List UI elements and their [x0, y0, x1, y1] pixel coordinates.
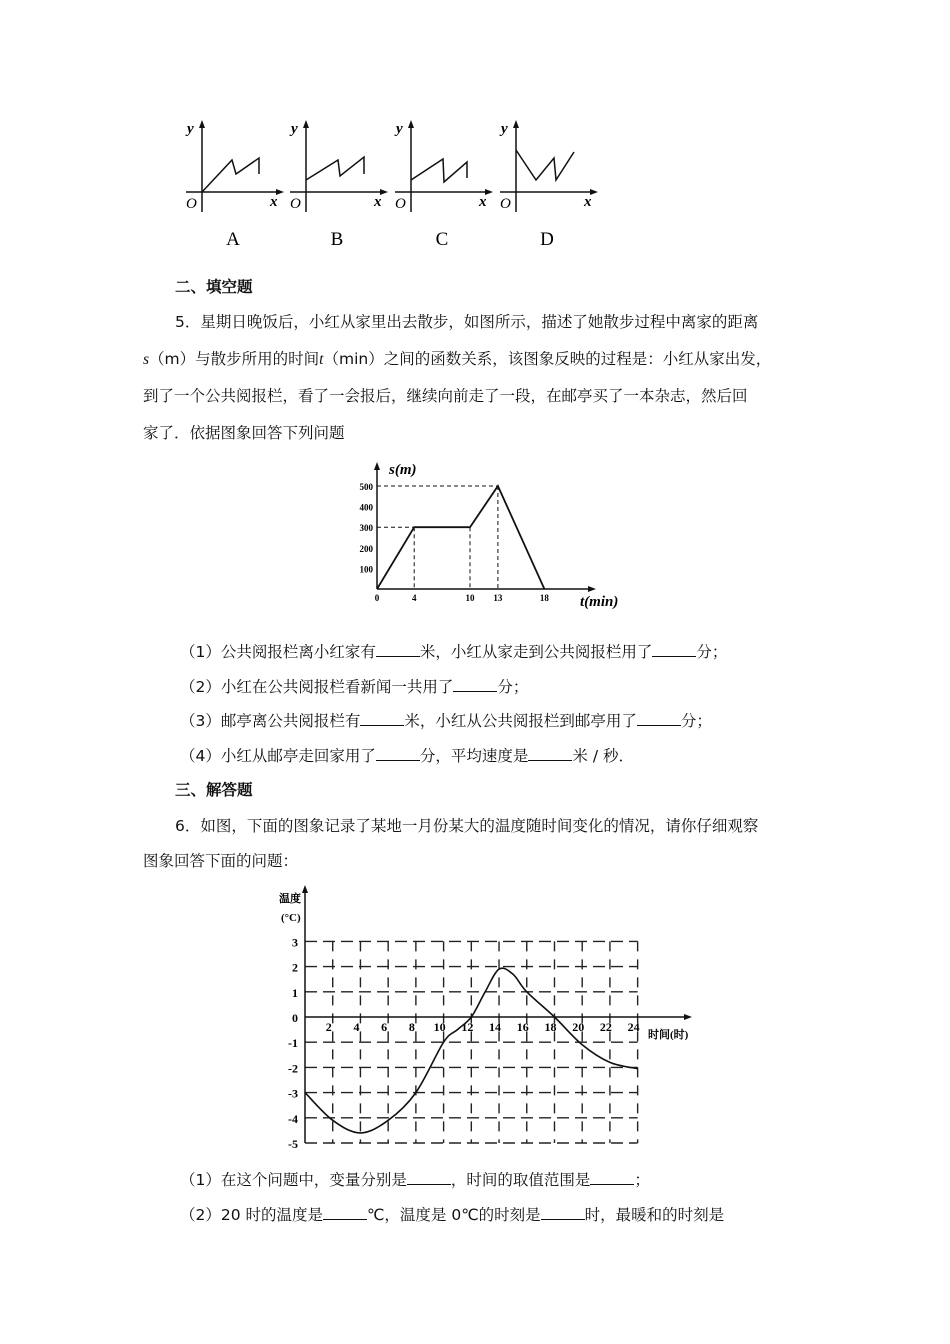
- y-tick-label: 100: [359, 564, 373, 575]
- x-axis-label: x: [584, 194, 592, 210]
- origin-label: O: [500, 196, 511, 212]
- answer-blank[interactable]: [541, 1205, 585, 1220]
- answer-blank[interactable]: [590, 1170, 634, 1185]
- text: （m）与散步所用的时间: [149, 350, 320, 368]
- arrow-icon: [684, 1014, 692, 1020]
- x-axis-label: x: [374, 194, 382, 210]
- y-tick-label: 1: [292, 985, 298, 1000]
- text: （1）在这个问题中，变量分别是: [180, 1171, 407, 1189]
- y-tick-label: -3: [288, 1086, 298, 1101]
- text: （3）邮亭离公共阅报栏有: [180, 712, 361, 730]
- text: 时，最暖和的时刻是: [584, 1206, 725, 1224]
- origin-label: O: [290, 196, 301, 212]
- text: 米，小红从家走到公共阅报栏用了: [419, 643, 653, 661]
- y-tick-label: -4: [288, 1111, 298, 1126]
- option-label-D: D: [540, 229, 554, 250]
- text: （1）公共阅报栏离小红家有: [180, 643, 376, 661]
- y-tick-label: -5: [288, 1137, 298, 1151]
- y-tick-label: 400: [359, 502, 373, 513]
- var-t: t: [319, 351, 324, 368]
- y-axis-label: y: [187, 121, 194, 137]
- answer-blank[interactable]: [323, 1205, 367, 1220]
- q6-sub1: [180, 1170, 650, 1190]
- q5-text-line3: 到了一个公共阅报栏，看了一会报后，继续向前走了一段，在邮亭买了一本杂志，然后回: [143, 387, 748, 405]
- y-tick-label: 300: [359, 523, 373, 534]
- text: （2）小红在公共阅报栏看新闻一共用了: [180, 678, 454, 696]
- x-tick-label: 6: [381, 1020, 388, 1034]
- origin-label: O: [395, 196, 406, 212]
- section-fill-blank-title: 二、填空题: [175, 278, 253, 296]
- arrow-icon: [302, 885, 308, 893]
- text: ℃，温度是 0℃的时刻是: [367, 1206, 541, 1224]
- x-tick-label: 10: [465, 593, 475, 603]
- y-tick-label: 3: [292, 935, 298, 950]
- x-axis-label: x: [479, 194, 487, 210]
- y-axis-label: y: [396, 121, 403, 137]
- x-tick-label: 2: [325, 1020, 332, 1034]
- y-axis-unit: (°C): [281, 912, 301, 924]
- y-axis-label: y: [291, 121, 298, 137]
- x-tick-label: 14: [489, 1020, 502, 1034]
- x-axis-label: t(min): [580, 594, 619, 610]
- text: 米，小红从公共阅报栏到邮亭用了: [404, 712, 637, 730]
- text: （min）之间的函数关系，该图象反映的过程是：小红从家出发，: [323, 350, 772, 368]
- text: 分；: [696, 643, 728, 661]
- q6-sub2: [180, 1205, 724, 1225]
- x-tick-label: 18: [539, 593, 549, 603]
- x-axis-label: 时间(时): [648, 1029, 689, 1041]
- x-tick-label: 4: [411, 593, 417, 603]
- y-axis-label: y: [501, 121, 508, 137]
- text: （4）小红从邮亭走回家用了: [180, 747, 376, 765]
- y-tick-label: -2: [288, 1061, 298, 1076]
- x-tick-label: 24: [627, 1020, 640, 1034]
- option-label-A: A: [226, 229, 240, 250]
- y-tick-label: 200: [359, 543, 373, 554]
- x-tick-label: 8: [408, 1020, 415, 1034]
- option-label-B: B: [330, 229, 344, 250]
- x-tick-label: 10: [433, 1020, 446, 1034]
- x-tick-label: 13: [493, 593, 503, 603]
- text: 分；: [497, 678, 529, 696]
- y-tick-label: -1: [288, 1036, 298, 1051]
- y-axis-label: 温度: [279, 893, 301, 905]
- q5-text-line4: 家了．依据图象回答下列问题: [143, 424, 345, 442]
- text: ，时间的取值范围是: [450, 1171, 591, 1189]
- x-tick-label: 22: [599, 1020, 612, 1034]
- x-tick-label: 20: [572, 1020, 585, 1034]
- q6-text-line2: 图象回答下面的问题：: [143, 852, 299, 870]
- section-answer-title: 三、解答题: [175, 781, 253, 799]
- y-tick-label: 500: [359, 482, 373, 492]
- q6-text-line1: 6．如图，下面的图象记录了某地一月份某大的温度随时间变化的情况，请你仔细观察: [175, 817, 759, 835]
- x-axis-label: x: [270, 194, 278, 210]
- text: 分，平均速度是: [419, 747, 529, 765]
- q5-text-line1: 5．星期日晚饭后，小红从家里出去散步，如图所示，描述了她散步过程中离家的距离: [175, 313, 759, 331]
- var-s: s: [143, 351, 150, 368]
- answer-blank[interactable]: [407, 1170, 451, 1185]
- x-tick-label: 12: [461, 1020, 474, 1034]
- y-tick-label: 0: [292, 1011, 298, 1025]
- x-tick-label: 4: [353, 1020, 360, 1034]
- origin-label: O: [186, 196, 197, 212]
- x-tick-label: 18: [544, 1020, 557, 1034]
- x-tick-label: 0: [374, 593, 380, 603]
- text: 米 / 秒．: [572, 747, 634, 765]
- y-tick-label: 2: [292, 960, 298, 975]
- option-label-C: C: [435, 229, 449, 250]
- y-axis-label: s(m): [389, 462, 417, 478]
- text: ；: [634, 1171, 650, 1189]
- text: 分；: [680, 712, 712, 730]
- x-tick-label: 16: [516, 1020, 529, 1034]
- text: （2）20 时的温度是: [180, 1206, 324, 1224]
